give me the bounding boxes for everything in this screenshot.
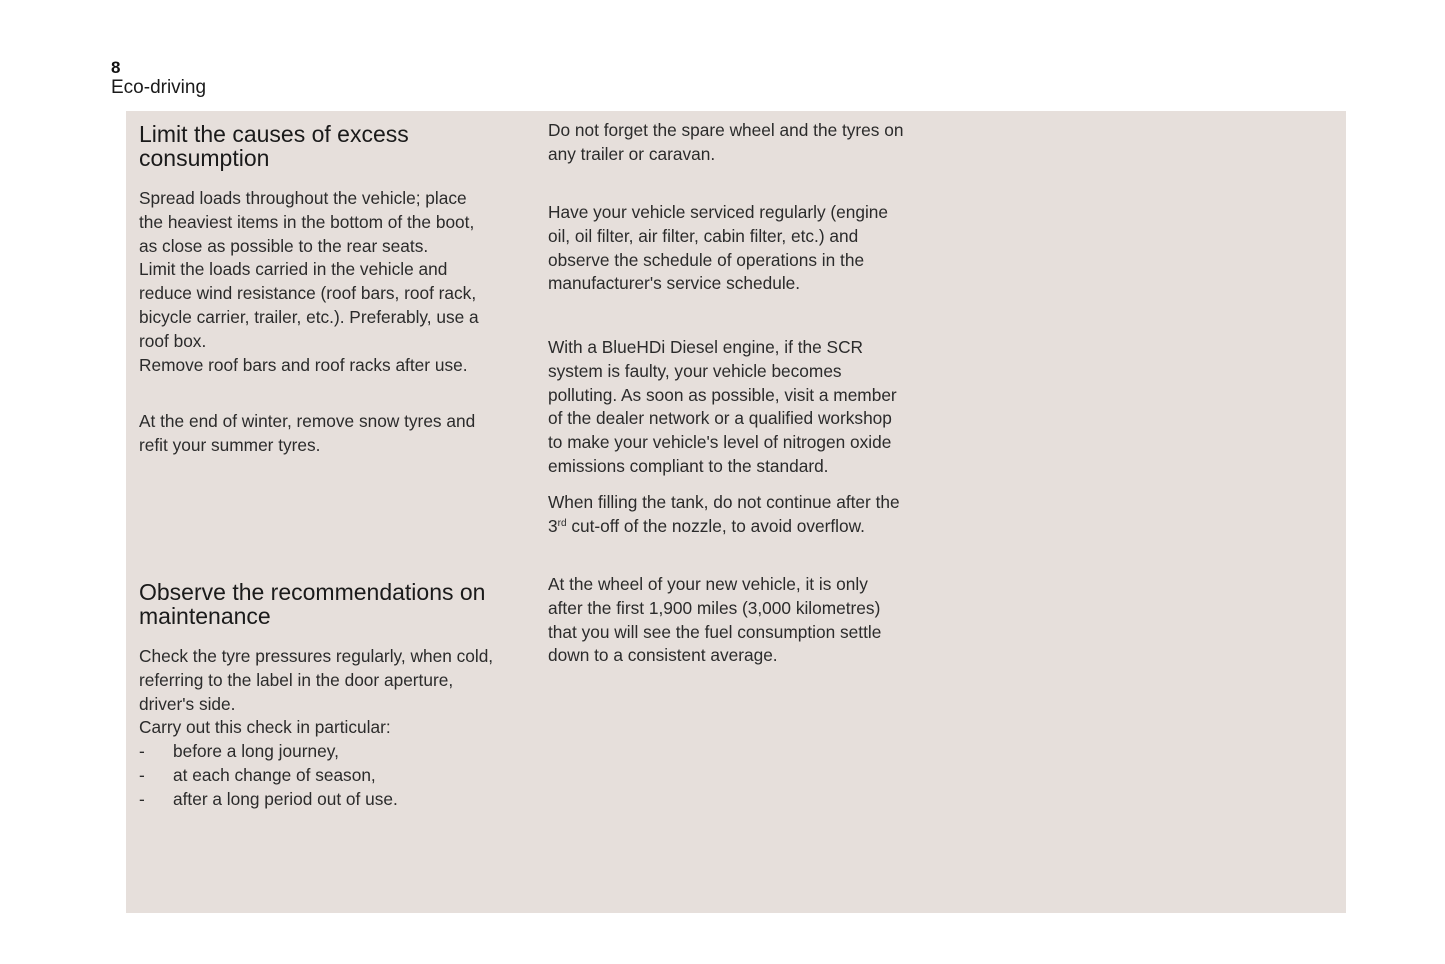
page-number: 8 bbox=[111, 58, 121, 77]
list-item bbox=[139, 740, 534, 764]
winter-tyres-paragraph-block bbox=[139, 410, 534, 458]
servicing-paragraph-block bbox=[548, 201, 948, 296]
spare-wheel-paragraph: Do not forget the spare wheel and the tyres on any trailer or caravan. bbox=[548, 120, 904, 164]
list-item bbox=[139, 788, 534, 812]
heading-maintenance: Observe the recommendations on maintenance bbox=[139, 579, 486, 629]
list-item bbox=[139, 764, 534, 788]
tyre-pressure-paragraph: Check the tyre pressures regularly, when cold, referring to the label in the door aperture, driver's side. Carry out this check in particular: bbox=[139, 646, 494, 738]
winter-tyres-paragraph: At the end of winter, remove snow tyres and refit your summer tyres. bbox=[139, 411, 476, 455]
loads-paragraph-block bbox=[139, 187, 534, 377]
heading-maintenance-block bbox=[139, 580, 534, 628]
new-vehicle-paragraph-block bbox=[548, 573, 948, 668]
loads-paragraph: Spread loads throughout the vehicle; place the heaviest items in the bottom of the boot, as close as possible to the rear seats. Limit the loads carried in the vehicle and reduce wind resistance (roof bars, roof rack, bicycle carrier, trailer, etc.). Preferably, use a roof box. Remove roof bars and roof racks after use. bbox=[139, 188, 479, 375]
bluehdi-paragraph-block bbox=[548, 336, 948, 479]
list-dash: - bbox=[139, 741, 145, 762]
filling-tank-line2: cut-off of the nozzle, to avoid overflow. bbox=[566, 515, 865, 536]
heading-excess-consumption: Limit the causes of excess consumption bbox=[139, 121, 409, 171]
content-panel bbox=[126, 111, 1346, 913]
servicing-paragraph: Have your vehicle serviced regularly (engine oil, oil filter, air filter, cabin filter, etc.) and observe the schedule of operations in the manufacturer's service schedule. bbox=[548, 202, 889, 294]
filling-tank-paragraph bbox=[548, 491, 948, 539]
filling-tank-paragraph-block bbox=[548, 491, 948, 539]
filling-tank-line1: When filling the tank, do not continue after the bbox=[548, 492, 900, 512]
ordinal-suffix: rd bbox=[557, 517, 567, 529]
tyre-pressure-block bbox=[139, 645, 534, 812]
spare-wheel-paragraph-block bbox=[548, 119, 948, 167]
check-list bbox=[139, 740, 534, 811]
section-title: Eco-driving bbox=[111, 77, 207, 98]
list-item-text: before a long journey, bbox=[173, 741, 339, 762]
bluehdi-paragraph: With a BlueHDi Diesel engine, if the SCR system is faulty, your vehicle becomes polluting. As soon as possible, visit a member of the dealer network or a qualified workshop to make your vehicle's level of nitrogen oxide emissions compliant to the standard. bbox=[548, 337, 897, 476]
list-item-text: at each change of season, bbox=[173, 764, 376, 785]
list-dash: - bbox=[139, 764, 145, 785]
new-vehicle-paragraph: At the wheel of your new vehicle, it is only after the first 1,900 miles (3,000 kilometres) that you will see the fuel consumption settle down to a consistent average. bbox=[548, 574, 882, 666]
heading-excess-consumption-block bbox=[139, 122, 529, 170]
filling-tank-number: 3 bbox=[548, 515, 558, 536]
list-dash: - bbox=[139, 788, 145, 809]
list-item-text: after a long period out of use. bbox=[173, 788, 398, 809]
